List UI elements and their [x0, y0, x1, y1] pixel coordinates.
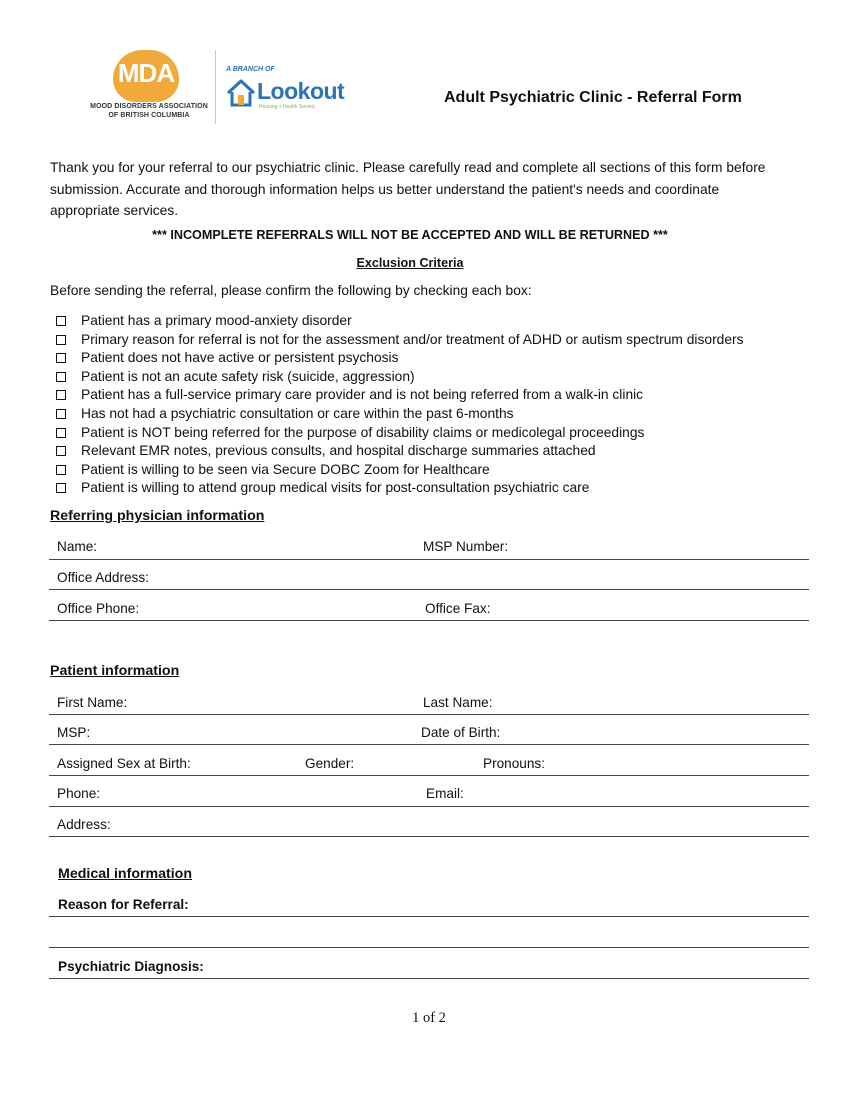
checkbox[interactable] — [56, 409, 66, 419]
lookout-logo — [224, 66, 354, 116]
checklist-item[interactable] — [56, 405, 744, 424]
checkbox[interactable] — [56, 428, 66, 438]
first-name-field[interactable]: First Name: — [57, 695, 128, 710]
checkbox[interactable] — [56, 483, 66, 493]
intro-paragraph: Thank you for your referral to our psychiatric clinic. Please carefully read and complete all sections of this form before submission. Accurate and thorough information helps us better understand the patient's needs and coordinate appropriate services. — [50, 160, 766, 218]
checklist-item[interactable] — [56, 442, 744, 461]
logo-divider — [215, 50, 216, 124]
field-rule — [49, 836, 809, 837]
checklist-item-label: Patient is willing to attend group medical visits for post-consultation psychiatric care — [81, 480, 590, 496]
mda-logo-name-line2: OF BRITISH COLUMBIA — [108, 112, 190, 119]
mda-logo — [88, 50, 210, 124]
house-icon — [226, 78, 256, 108]
checklist-item[interactable] — [56, 479, 744, 498]
physician-msp-field[interactable]: MSP Number: — [423, 539, 509, 554]
psychiatric-diagnosis-field[interactable]: Psychiatric Diagnosis: — [58, 959, 204, 974]
field-rule — [49, 620, 809, 621]
office-phone-field[interactable]: Office Phone: — [57, 601, 140, 616]
patient-msp-field[interactable]: MSP: — [57, 725, 91, 740]
office-address-field[interactable]: Office Address: — [57, 570, 149, 585]
field-rule — [49, 559, 809, 560]
checklist-item[interactable] — [56, 331, 744, 350]
checklist-item-label: Patient does not have active or persistent psychosis — [81, 350, 399, 366]
patient-address-field[interactable]: Address: — [57, 817, 111, 832]
assigned-sex-field[interactable]: Assigned Sex at Birth: — [57, 756, 191, 771]
patient-phone-field[interactable]: Phone: — [57, 786, 101, 801]
lookout-wordmark: Lookout — [257, 78, 345, 104]
checkbox[interactable] — [56, 465, 66, 475]
medical-section-heading: Medical information — [58, 866, 193, 882]
checklist-item[interactable] — [56, 349, 744, 368]
field-rule — [49, 916, 809, 917]
gender-field[interactable]: Gender: — [305, 756, 355, 771]
field-rule — [49, 744, 809, 745]
reason-for-referral-field[interactable]: Reason for Referral: — [58, 897, 189, 912]
page-number: 1 of 2 — [412, 1010, 446, 1026]
form-title: Adult Psychiatric Clinic - Referral Form — [444, 89, 742, 106]
patient-section-heading: Patient information — [50, 663, 180, 679]
field-rule — [49, 775, 809, 776]
mda-logo-letters: MDA — [117, 58, 175, 88]
checklist-item-label: Patient is NOT being referred for the purpose of disability claims or medicolegal proceedings — [81, 424, 645, 440]
checkbox[interactable] — [56, 353, 66, 363]
incomplete-warning: *** INCOMPLETE REFERRALS WILL NOT BE ACCEPTED AND WILL BE RETURNED *** — [152, 228, 668, 242]
checklist-item[interactable] — [56, 386, 744, 405]
checklist-item-label: Relevant EMR notes, previous consults, and hospital discharge summaries attached — [81, 443, 596, 459]
checklist-item-label: Patient has a full-service primary care provider and is not being referred from a walk-in clinic — [81, 387, 644, 403]
checkbox[interactable] — [56, 372, 66, 382]
physician-name-field[interactable]: Name: — [57, 539, 98, 554]
last-name-field[interactable]: Last Name: — [423, 695, 493, 710]
field-rule — [49, 589, 809, 590]
patient-email-field[interactable]: Email: — [426, 786, 464, 801]
mda-logo-name-line1: MOOD DISORDERS ASSOCIATION — [90, 103, 208, 110]
pronouns-field[interactable]: Pronouns: — [483, 756, 545, 771]
lookout-tagline: Housing + Health Society — [259, 104, 316, 110]
checklist-item[interactable] — [56, 424, 744, 443]
checklist-item-label: Has not had a psychiatric consultation or care within the past 6-months — [81, 405, 514, 421]
checklist-item[interactable] — [56, 461, 744, 480]
physician-section-heading: Referring physician information — [50, 508, 265, 524]
checklist-item[interactable] — [56, 368, 744, 387]
checklist-item-label: Patient has a primary mood-anxiety disorder — [81, 313, 352, 328]
checkbox[interactable] — [56, 335, 66, 345]
field-rule — [49, 714, 809, 715]
branch-of-label: A BRANCH OF — [226, 66, 275, 73]
field-rule — [49, 806, 809, 807]
checklist-item-label: Patient is not an acute safety risk (suicide, aggression) — [81, 368, 415, 384]
checklist-item[interactable] — [56, 312, 744, 331]
date-of-birth-field[interactable]: Date of Birth: — [421, 725, 501, 740]
exclusion-instruction: Before sending the referral, please confirm the following by checking each box: — [50, 283, 532, 298]
field-rule — [49, 978, 809, 979]
checklist-item-label: Patient is willing to be seen via Secure DOBC Zoom for Healthcare — [81, 461, 490, 477]
exclusion-checklist — [56, 312, 744, 498]
checkbox[interactable] — [56, 316, 66, 326]
office-fax-field[interactable]: Office Fax: — [425, 601, 491, 616]
checkbox[interactable] — [56, 446, 66, 456]
checklist-item-label: Primary reason for referral is not for the assessment and/or treatment of ADHD or autism spectrum disorders — [81, 331, 744, 347]
exclusion-criteria-heading: Exclusion Criteria — [356, 256, 464, 270]
field-rule — [49, 947, 809, 948]
checkbox[interactable] — [56, 390, 66, 400]
